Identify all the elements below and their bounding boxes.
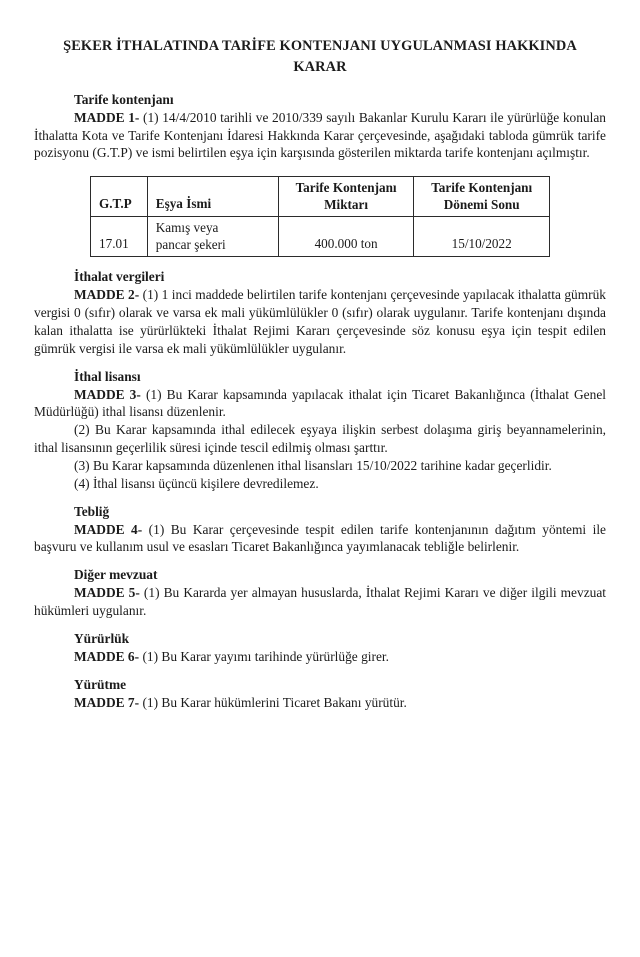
section-heading-teblig: Tebliğ: [74, 503, 110, 519]
table-header-row: [91, 177, 550, 217]
cell-donem-sonu: 15/10/2022: [414, 217, 550, 257]
paragraph-madde-5: MADDE 5- (1) Bu Kararda yer almayan hususlarda, İthalat Rejimi Kararı ve diğer ilgili mevzuat hükümleri uygulanır.: [34, 585, 606, 618]
cell-esya-line1: Kamış veya: [155, 220, 219, 236]
paragraph-madde-2: MADDE 2- (1) 1 inci maddede belirtilen tarife kontenjanı çerçevesinde yapılacak ithalatta gümrük vergisi 0 (sıfır) olarak ve varsa ek mali yükümlülükler 0 (sıfır) olarak uygulanır. Tarife kontenjanı dışında kalan ithalatta ise yürürlükteki İthalat Rejimi Kararı çerçevesinde söz konusu eşya için tespit edilen gümrük vergisi ile varsa ek mali yükümlülükler uygulanır.: [34, 287, 606, 356]
madde-label: MADDE 6-: [74, 648, 140, 664]
cell-miktar: 400.000 ton: [278, 217, 414, 257]
madde-label: MADDE 2-: [74, 287, 140, 303]
column-header-miktar-line2: Miktarı: [324, 196, 369, 212]
document-body: [34, 92, 606, 712]
section-heading-tarife-kontenjani: Tarife kontenjanı: [74, 91, 174, 107]
column-header-gtp: G.T.P: [91, 177, 148, 217]
column-header-donem: [414, 177, 550, 217]
madde-label: MADDE 5-: [74, 585, 140, 601]
paragraph-madde-3-2: (2) Bu Karar kapsamında ithal edilecek eşyaya ilişkin serbest dolaşıma giriş beyannamelerinin, ithal lisansının geçerlilik süresi içinde tescil edilmiş olması şarttır.: [34, 422, 606, 456]
madde-label: MADDE 4-: [74, 521, 143, 537]
madde-label: MADDE 1-: [74, 109, 140, 125]
document-page: [0, 36, 640, 957]
column-header-donem-line1: Tarife Kontenjanı: [431, 180, 533, 196]
page-title: ŞEKER İTHALATINDA TARİFE KONTENJANI UYGULANMASI HAKKINDA KARAR: [63, 38, 577, 75]
column-header-miktar-line1: Tarife Kontenjanı: [295, 180, 397, 196]
section-heading-yururluk: Yürürlük: [74, 630, 130, 646]
section-heading-diger-mevzuat: Diğer mevzuat: [74, 567, 158, 583]
paragraph-madde-4: MADDE 4- (1) Bu Karar çerçevesinde tespit edilen tarife kontenjanının dağıtım yöntemi ile başvuru ve kullanım usul ve esasları Ticaret Bakanlığınca yayımlanacak tebliğle belirlenir.: [34, 521, 606, 555]
column-header-donem-line2: Dönemi Sonu: [443, 196, 520, 212]
paragraph-madde-1: MADDE 1- (1) 14/4/2010 tarihli ve 2010/339 sayılı Bakanlar Kurulu Kararı ile yürürlüğe konulan İthalatta Kota ve Tarife Kontenjanı İdaresi Hakkında Karar çerçevesinde, aşağıdaki tabloda gümrük tarife pozisyonu (G.T.P) ve ismi belirtilen eşya için karşısında gösterilen miktarda tarife kontenjanı açılmıştır.: [34, 109, 606, 161]
table-row: [91, 217, 550, 257]
column-header-miktar: [278, 177, 414, 217]
paragraph-madde-3-3: (3) Bu Karar kapsamında düzenlenen ithal lisansları 15/10/2022 tarihine kadar geçerlidir.: [74, 457, 552, 473]
tarife-kontenjani-table: [90, 176, 550, 257]
cell-esya-line2: pancar şekeri: [155, 236, 226, 252]
paragraph-madde-3-4: (4) İthal lisansı üçüncü kişilere devredilemez.: [74, 475, 319, 491]
column-header-esya-ismi: Eşya İsmi: [147, 177, 278, 217]
cell-gtp: 17.01: [91, 217, 148, 257]
cell-esya-ismi: [147, 217, 278, 257]
madde-label: MADDE 3-: [74, 386, 141, 402]
paragraph-madde-7: MADDE 7- (1) Bu Karar hükümlerini Ticaret Bakanı yürütür.: [74, 694, 407, 710]
paragraph-madde-3-1: MADDE 3- (1) Bu Karar kapsamında yapılacak ithalat için Ticaret Bakanlığınca (İthalat Genel Müdürlüğü) ithal lisansı düzenlenir.: [34, 386, 606, 420]
section-heading-ithal-lisansi: İthal lisansı: [74, 368, 141, 384]
section-heading-yurutme: Yürütme: [74, 676, 127, 692]
section-heading-ithalat-vergileri: İthalat vergileri: [74, 269, 165, 285]
paragraph-madde-6: MADDE 6- (1) Bu Karar yayımı tarihinde yürürlüğe girer.: [74, 648, 389, 664]
madde-label: MADDE 7-: [74, 694, 140, 710]
